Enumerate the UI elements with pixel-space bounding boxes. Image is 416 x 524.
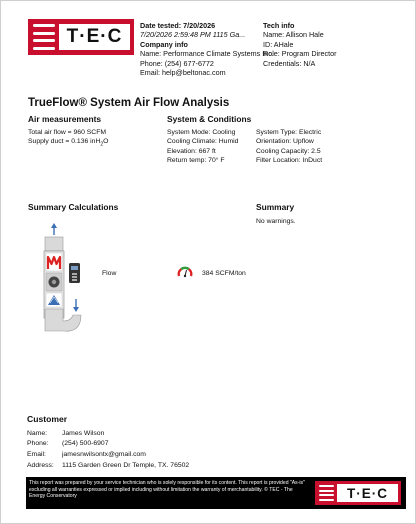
system-conditions-right <box>256 128 322 165</box>
cooling-climate: Cooling Climate: Humid <box>167 138 239 146</box>
company-name: Name: Performance Climate Systems Inc. <box>140 49 274 59</box>
tech-info <box>263 21 403 68</box>
system-mode: System Mode: Cooling <box>167 129 236 136</box>
tech-name: Name: Allison Hale <box>263 30 324 40</box>
supply-duct-pressure: Supply duct = 0.136 inH$_2$O <box>28 138 109 148</box>
date-tested: Date tested: 7/20/2026 <box>140 21 216 30</box>
flow-gauge-icon <box>177 265 193 279</box>
test-company-info <box>140 21 274 78</box>
tech-heading: Tech info <box>263 21 295 30</box>
system-conditions-heading: System & Conditions <box>167 114 252 124</box>
return-temp: Return temp: 70° F <box>167 156 225 164</box>
system-type: System Type: Electric <box>256 129 322 136</box>
cooling-capacity: Cooling Capacity: 2.5 <box>256 147 321 155</box>
air-measurements <box>28 128 108 150</box>
summary-text: No warnings. <box>256 218 296 225</box>
footer <box>26 477 406 509</box>
filter-location: Filter Location: InDuct <box>256 156 323 164</box>
summary-heading: Summary <box>256 202 295 212</box>
footer-disclaimer: This report was prepared by your service technician who is solely responsible for its content. This report is provided "As-is" excluding all warranties expressed or implied including without limitation the warranty of merchantability. © TEC - The Energy Conservatory <box>29 480 305 500</box>
tech-role: Role: Program Director <box>263 49 337 59</box>
customer-address: 1115 Garden Green Dr Temple, TX. 76502 <box>62 462 190 469</box>
customer-address-row: Address: 1115 Garden Green Dr Temple, TX. 76502 <box>27 462 190 469</box>
customer-phone: (254) 500-6907 <box>62 440 109 447</box>
flow-label: Flow <box>102 270 117 277</box>
tec-logo <box>28 19 134 55</box>
footer-tec-logo <box>315 481 401 505</box>
total-air-flow: Total air flow = 960 SCFM <box>28 129 107 136</box>
company-phone: Phone: (254) 677-6772 <box>140 58 214 68</box>
test-timestamp: 7/20/2026 2:59:48 PM 1115 Ga... <box>140 30 246 40</box>
report-title: TrueFlow® System Air Flow Analysis <box>28 97 230 109</box>
customer-name: James Wilson <box>62 430 105 437</box>
tec-logo-text: T·E·C <box>59 24 130 50</box>
elevation: Elevation: 667 ft <box>167 147 216 155</box>
tec-logo-mark-icon <box>33 24 55 50</box>
customer-email-row: Email: jamesnwilsontx@gmail.com <box>27 451 146 458</box>
tech-id: ID: AHale <box>263 39 294 49</box>
thermostat-icon <box>69 263 80 283</box>
flow-value: 384 SCFM/ton <box>202 270 246 277</box>
system-conditions-left <box>167 128 238 165</box>
customer-email: jamesnwilsontx@gmail.com <box>62 451 146 458</box>
company-email: Email: help@beltonac.com <box>140 68 226 78</box>
company-heading: Company info <box>140 39 188 49</box>
customer-heading: Customer <box>27 414 68 424</box>
tech-credentials: Credentials: N/A <box>263 58 316 68</box>
air-measurements-heading: Air measurements <box>28 114 102 124</box>
footer-tec-logo-text: T·E·C <box>337 484 398 502</box>
footer-tec-logo-mark-icon <box>319 485 334 501</box>
summary-calculations-heading: Summary Calculations <box>28 202 119 212</box>
orientation: Orientation: Upflow <box>256 138 314 146</box>
customer-name-row: Name: James Wilson <box>27 430 105 437</box>
customer-phone-row: Phone: (254) 500-6907 <box>27 440 109 447</box>
